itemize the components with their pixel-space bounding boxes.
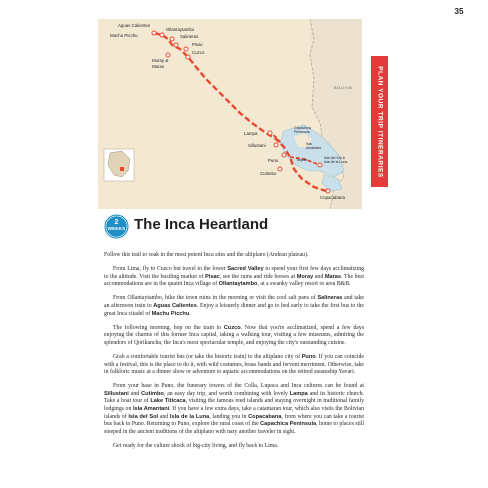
label-capachica-1: Capachica: [294, 126, 311, 130]
label-puno: Puno: [268, 158, 279, 163]
label-lampa: Lampa: [244, 131, 258, 136]
paragraph-lake-titicaca: From your base in Puno, the funerary towers of the Colla, Lupaca and Inca cultures can be found at Sillustani and Cutimbo, an easy day trip, and worth combining with lovely Lampa and its historic church. Take a boat tour of Lake Titicaca, visiting the famous reed islands and staying overnight in traditional family lodgings on Isla Amantaní. If you have a few extra days, take a catamaran tour, which also visits the Bolivian islands of Isla del Sol and Isla de la Luna, landing you in Copacabana, from where you can take a tourist bus back to Puno. Returning to Puno, explore the rural coast of the Capachica Peninsula, home to places still steeped in the ancient traditions of the altiplano with nary another traveler in sight.: [104, 383, 364, 435]
label-cuzco: Cuzco: [192, 50, 205, 55]
label-machu-picchu: Machu Picchu: [110, 33, 138, 38]
duration-badge: [104, 214, 129, 239]
label-copacabana: Copacabana: [320, 195, 345, 200]
itinerary-map: [98, 19, 362, 209]
label-isla-sol-1: Isla del Sol &: [324, 156, 345, 160]
paragraph-cuzco: The following morning, hop on the train to Cuzco. Now that you're acclimatized, spend a few days enjoying the charms of this former Inca capital, taking a walking tour, visiting a few museums, admiring the splendors of Qorikancha, the Inca's most spectacular temple, and enjoying the city's outstanding cuisine.: [104, 324, 365, 346]
intro-paragraph: Follow this trail to soak in the most potent Inca sites and the altiplano (Andean plateau).: [104, 252, 309, 258]
paragraph-puno: Grab a comfortable tourist bus (or take the historic train) to the altiplano city of Puno. If you can coincide with a festival, this is the place to do it, with wild costumes, brass bands and fervent merriment. Otherwise, take in folkloric music at a dinner show or adventure to aquatic accommodations on the retired steamship Yavari.: [104, 353, 364, 376]
label-moray: Moray &: [152, 58, 169, 63]
paragraph-sacred-valley: From Lima, fly to Cuzco but travel to the lower Sacred Valley to spend your first few days acclimatizing to the altitude. Visit the bustling market of Pisac, see the ruins and ride horses at Moray and Maras. The best accommodations are in the quaint Inca village of Ollantaytambo, at a swanky valley resort or area B&B.: [104, 266, 365, 288]
section-side-tab: [371, 56, 388, 187]
label-sillustani: Sillustani: [248, 143, 266, 148]
itinerary-title: The Inca Heartland: [134, 216, 269, 233]
badge-unit: WEEKS: [107, 226, 126, 231]
label-isla-3: Taquile: [296, 158, 308, 162]
label-pisac: Pisac: [192, 42, 203, 47]
paragraph-return: Get ready for the culture shock of big-city living, and fly back to Lima.: [113, 442, 279, 449]
badge-number: 2: [114, 219, 119, 226]
label-salineras: Salineras: [180, 34, 199, 39]
label-cutimbo: Cutimbo: [260, 171, 277, 176]
label-aguas-calientes: Aguas Calientes: [118, 23, 150, 28]
label-ollantaytambo: Ollantaytambo: [166, 27, 195, 32]
page-number: 35: [454, 7, 464, 16]
itinerary-body: [104, 252, 364, 457]
paragraph-machu-picchu: From Ollantaytambo, hike the town ruins in the morning or visit the cool salt pans of Salineras and take an afternoon train to Aguas Calientes. Enjoy a leisurely dinner and go to bed early to take the first bus to the great Inca citadel of Machu Picchu.: [104, 295, 364, 317]
side-tab-label: PLAN YOUR TRIP ITINERARIES: [376, 65, 383, 178]
label-maras: Maras: [152, 64, 165, 69]
label-isla-1: Isla: [306, 142, 312, 146]
label-bolivia: BOLIVIA: [334, 85, 353, 90]
inset-locator-map: [104, 149, 134, 181]
label-capachica-2: Peninsula: [294, 130, 310, 134]
label-isla-sol-2: Isla de la Luna: [324, 160, 348, 164]
label-isla-2: Amantaní: [306, 146, 322, 150]
